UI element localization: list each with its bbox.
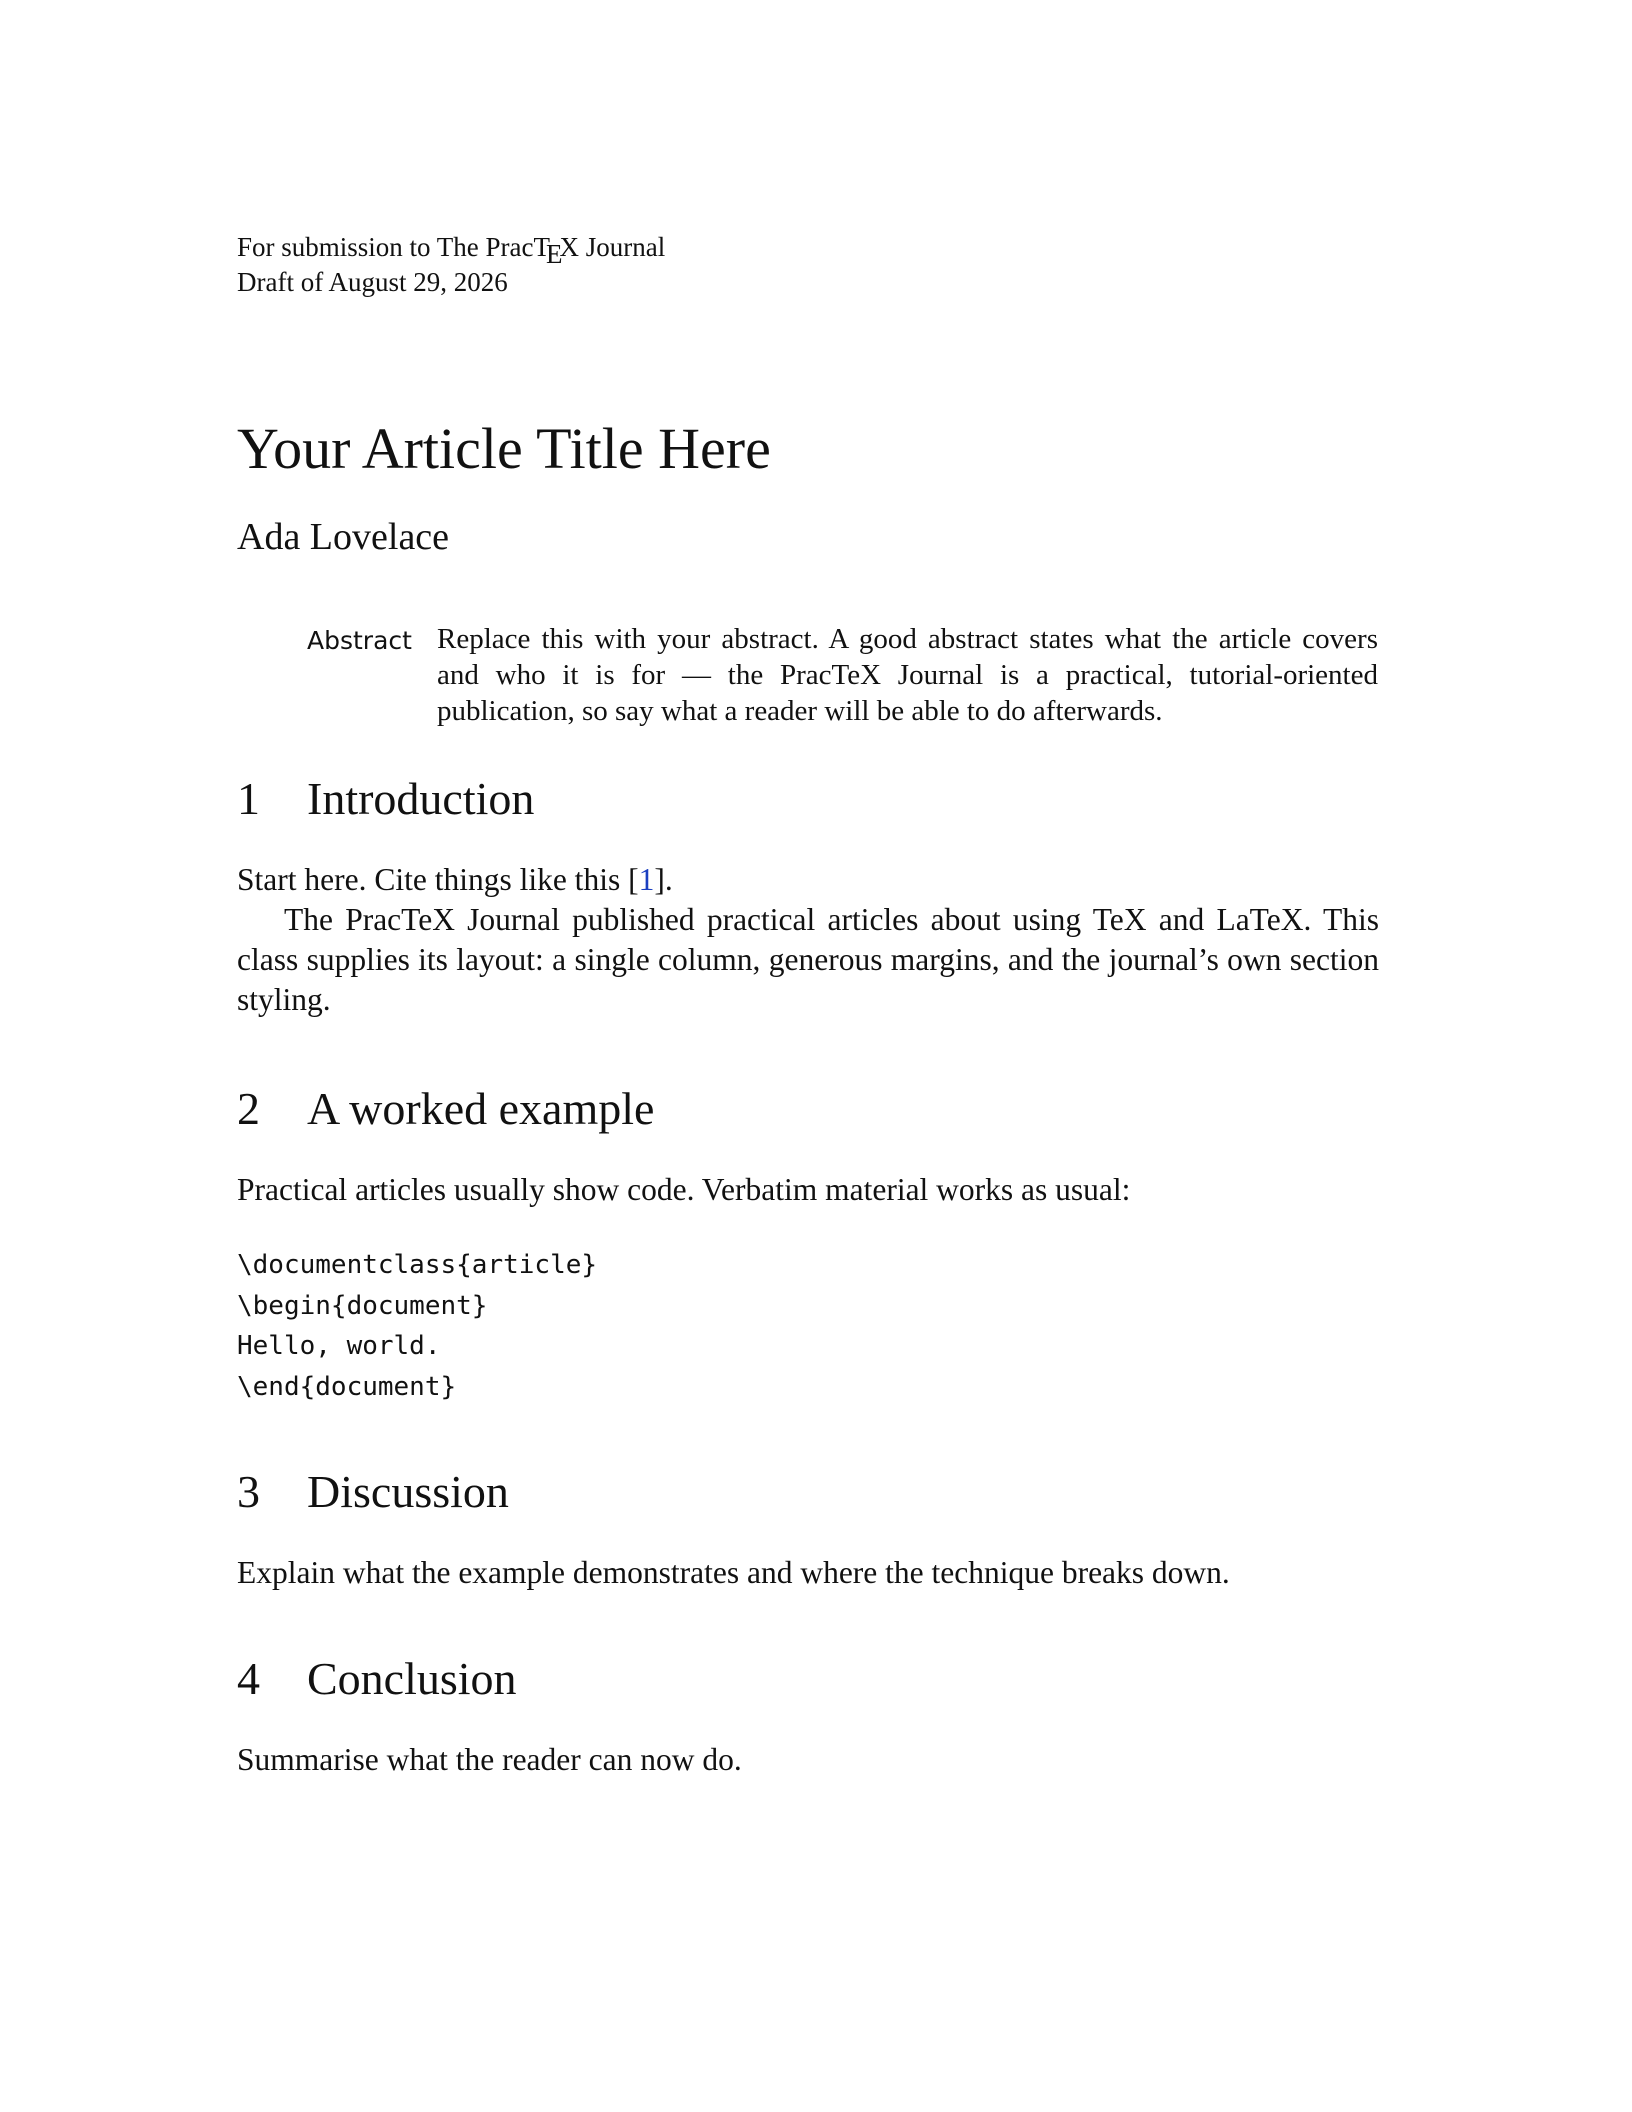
section-number: 4 xyxy=(237,1653,260,1704)
code-line: \documentclass{article} xyxy=(237,1250,598,1280)
section-number: 2 xyxy=(237,1083,260,1134)
abstract-text: Replace this with your abstract. A good abstract states what the article covers and who it is for — the PracTeX Journal is a practical, tutorial-oriented publication, so say what a reader will be able to do afterwards. xyxy=(437,623,1378,727)
section-title: Conclusion xyxy=(307,1653,517,1704)
code-listing xyxy=(237,1245,597,1407)
submission-note xyxy=(237,230,665,300)
section-number: 1 xyxy=(237,773,260,824)
section-title: A worked example xyxy=(307,1083,655,1134)
citation-link[interactable]: 1 xyxy=(638,862,655,897)
abstract-label: Abstract xyxy=(307,626,412,655)
code-line: \end{document} xyxy=(237,1371,457,1402)
section-heading-worked-example xyxy=(237,1080,654,1138)
section-heading-conclusion xyxy=(237,1650,517,1708)
intro-paragraph-2: The PracTeX Journal published practical articles about using TeX and LaTeX. This class supplies its layout: a single column, generous margins, and the journal’s own section styling. xyxy=(237,902,1379,1017)
discussion-paragraph: Explain what the example demonstrates and where the technique breaks down. xyxy=(237,1555,1230,1590)
draft-date: Draft of August 29, 2026 xyxy=(237,267,508,297)
code-line: Hello, world. xyxy=(237,1331,441,1361)
code-line: \begin{document} xyxy=(237,1290,488,1321)
intro-paragraph-1: Start here. Cite things like this [1]. xyxy=(237,862,673,897)
section-number: 3 xyxy=(237,1466,260,1517)
section-title: Discussion xyxy=(307,1466,509,1517)
section-heading-introduction xyxy=(237,770,534,828)
section-title: Introduction xyxy=(307,773,535,824)
author-name: Ada Lovelace xyxy=(237,516,450,558)
submission-line: For submission to The PracTEX Journal xyxy=(237,232,666,269)
example-paragraph: Practical articles usually show code. Verbatim material works as usual: xyxy=(237,1172,1131,1207)
section-heading-discussion xyxy=(237,1463,509,1521)
article-title: Your Article Title Here xyxy=(237,416,771,481)
conclusion-paragraph: Summarise what the reader can now do. xyxy=(237,1742,742,1777)
